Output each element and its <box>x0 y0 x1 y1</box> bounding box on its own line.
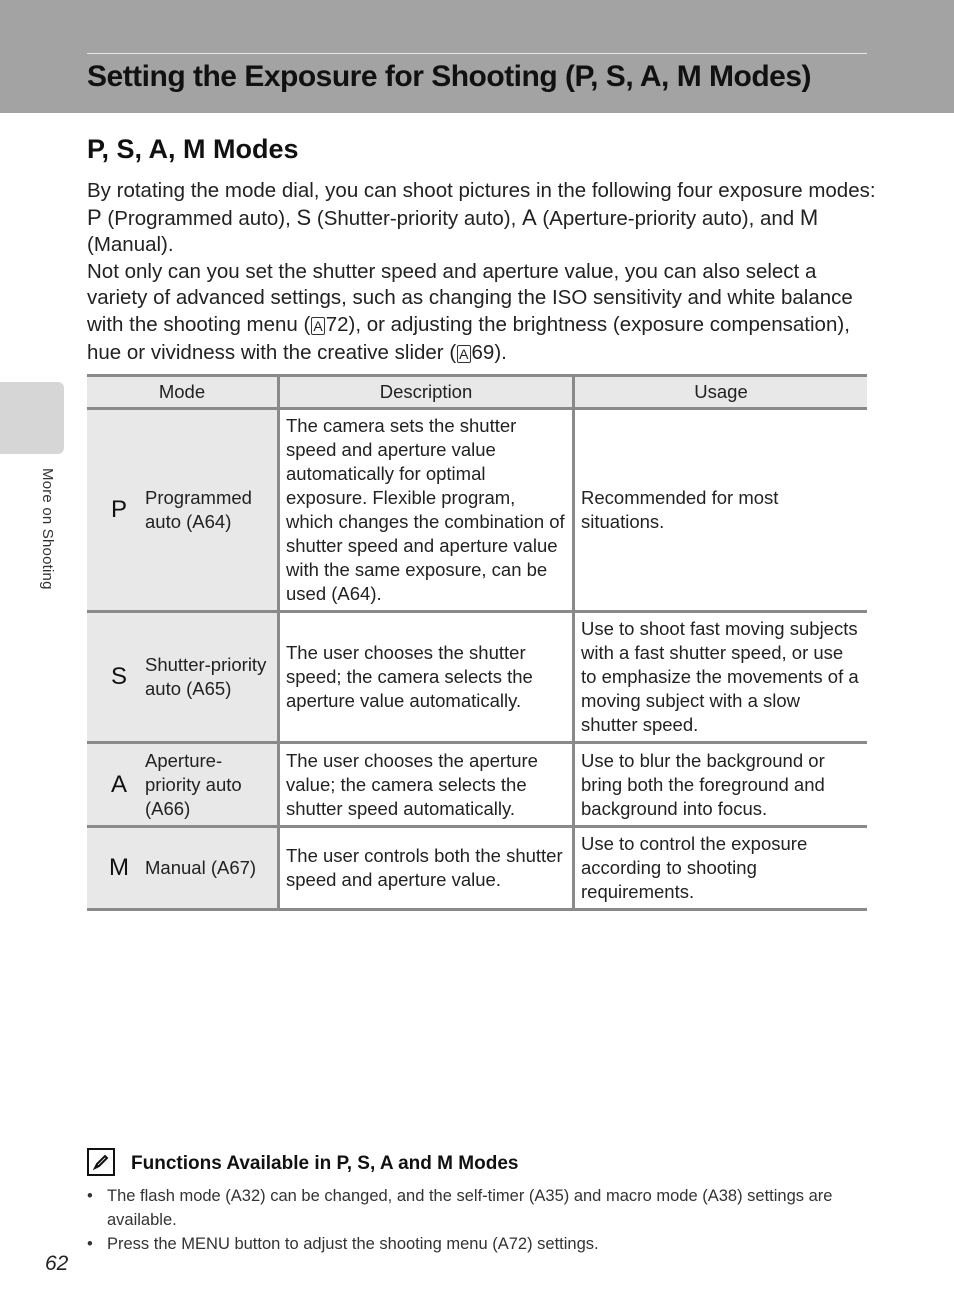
description-cell: The camera sets the shutter speed and aperture value automatically for optimal exposure. Flexible program, which changes the combination of shutter speed and aperture value with the same exposure, can be used (A64). <box>279 409 574 612</box>
table-row <box>87 612 867 743</box>
description-cell: The user chooses the aperture value; the camera selects the shutter speed automatically. <box>279 743 574 827</box>
table-row <box>87 827 867 910</box>
mode-s-icon: S <box>110 663 127 690</box>
mode-m-glyph: M <box>799 204 819 230</box>
chapter-tab <box>0 382 64 454</box>
mode-name: Shutter-priority auto (A65) <box>145 654 267 699</box>
usage-cell: Use to blur the background or bring both the foreground and background into focus. <box>574 743 868 827</box>
mode-name: Programmed auto (A64) <box>145 487 252 532</box>
column-header-mode: Mode <box>87 376 279 409</box>
pencil-note-icon <box>87 1148 115 1176</box>
page-reference-icon: A <box>313 317 323 334</box>
usage-cell: Use to control the exposure according to shooting requirements. <box>574 827 868 910</box>
table-row <box>87 743 867 827</box>
header-rule <box>87 53 867 54</box>
mode-s-glyph: S <box>296 204 312 230</box>
mode-cell <box>87 743 279 827</box>
header-band <box>0 0 954 113</box>
page-title: Setting the Exposure for Shooting (P, S, A, M Modes) <box>87 60 812 93</box>
list-item: • Press the MENU button to adjust the shooting menu (A72) settings. <box>87 1232 847 1256</box>
usage-cell: Recommended for most situations. <box>574 409 868 612</box>
intro-text <box>87 178 877 367</box>
usage-cell: Use to shoot fast moving subjects with a fast shutter speed, or use to emphasize the movements of a moving subject with a slow shutter speed. <box>574 612 868 743</box>
intro-paragraph-2: Not only can you set the shutter speed and aperture value, you can also select a variety of advanced settings, such as changing the ISO sensitivity and white balance with the shooting menu ( A 72), or adjusting the brightness (exposure compensation), hue or vividness with the creative slider ( A 69). <box>87 259 853 364</box>
column-header-usage: Usage <box>574 376 868 409</box>
mode-cell <box>87 612 279 743</box>
mode-name: Manual (A67) <box>145 857 257 878</box>
mode-p-icon: P <box>110 496 127 523</box>
note-list <box>87 1184 847 1256</box>
mode-m-icon: M <box>109 854 129 881</box>
section-heading: P, S, A, M Modes <box>87 134 299 164</box>
mode-p-glyph: P <box>87 204 102 230</box>
modes-table <box>87 374 867 911</box>
mode-a-icon: A <box>110 770 127 798</box>
pencil-icon <box>91 1152 111 1172</box>
list-item: • The flash mode (A32) can be changed, and the self-timer (A35) and macro mode (A38) settings are available. <box>87 1184 847 1232</box>
chapter-label: More on Shooting <box>39 468 56 590</box>
intro-paragraph-1: By rotating the mode dial, you can shoot pictures in the following four exposure modes: P (Programmed auto), S (Shutter-priority auto), A (Aperture-priority auto), and M (Manual). <box>87 179 876 257</box>
mode-name: Aperture-priority auto (A66) <box>145 749 242 819</box>
mode-cell <box>87 827 279 910</box>
note-title: Functions Available in P, S, A and M Modes <box>131 1153 519 1174</box>
column-header-description: Description <box>279 376 574 409</box>
mode-a-glyph: A <box>521 204 537 230</box>
table-row <box>87 409 867 612</box>
description-cell: The user chooses the shutter speed; the camera selects the aperture value automatically. <box>279 612 574 743</box>
description-cell: The user controls both the shutter speed and aperture value. <box>279 827 574 910</box>
table-header-row <box>87 376 867 409</box>
mode-cell <box>87 409 279 612</box>
page-reference-icon: A <box>459 345 469 362</box>
page-number: 62 <box>45 1252 69 1275</box>
